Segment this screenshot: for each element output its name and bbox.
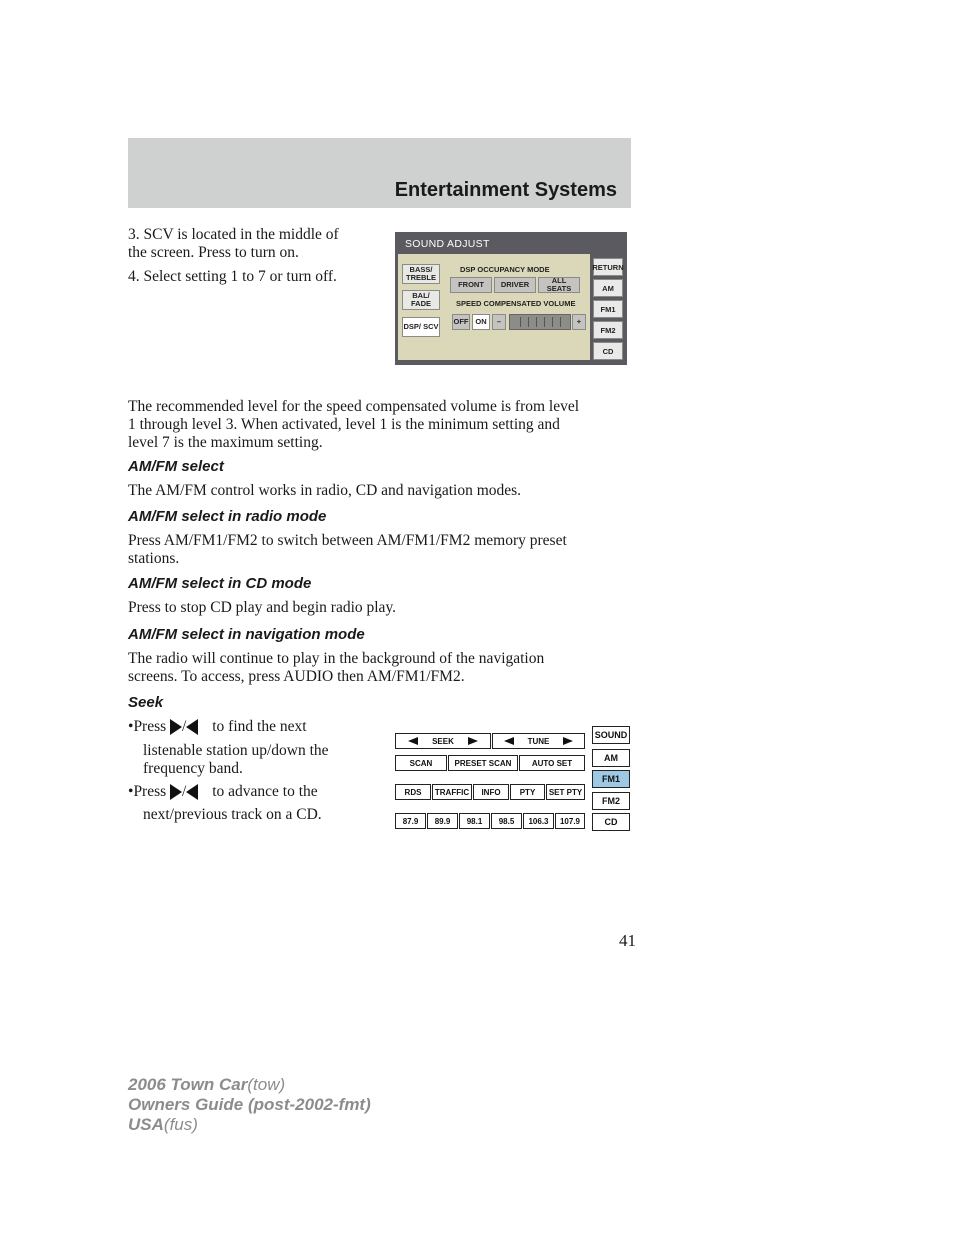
tune-button[interactable] [492, 733, 585, 749]
am-button[interactable]: AM [593, 279, 623, 297]
sound-adjust-screen [395, 232, 627, 365]
preset-4-button[interactable]: 98.5 [491, 813, 522, 829]
bullet-text: Press [133, 718, 167, 735]
amfm-select-heading: AM/FM select [128, 458, 224, 475]
step-4: 4. Select setting 1 to 7 or turn off. [128, 268, 337, 285]
cd-mode-heading: AM/FM select in CD mode [128, 575, 312, 592]
bullet-seek-station-line-2: listenable station up/down the [143, 742, 329, 759]
scv-level-segment [544, 317, 545, 327]
seek-down-icon [186, 719, 198, 735]
bullet-dot: • [128, 718, 134, 735]
footer-line-3 [128, 1115, 198, 1135]
footer-model: 2006 Town Car [128, 1075, 248, 1094]
cd-mode-text: Press to stop CD play and begin radio play. [128, 599, 397, 616]
section-title: Entertainment Systems [394, 179, 617, 201]
preset-5-button[interactable]: 106.3 [523, 813, 554, 829]
scv-recommend-line-3: level 7 is the maximum setting. [128, 434, 323, 451]
seek-heading: Seek [128, 694, 164, 711]
bal-fade-button[interactable]: BAL/ FADE [402, 290, 440, 310]
preset-6-button[interactable]: 107.9 [555, 813, 585, 829]
bullet-text: to advance to the [212, 783, 318, 800]
bullet-slash: / [182, 718, 187, 735]
seek-right-icon [468, 737, 478, 745]
footer-market-code: (fus) [163, 1115, 198, 1134]
bullet-seek-station [128, 718, 307, 736]
bullet-seek-station-line-3: frequency band. [143, 760, 243, 777]
cd-button[interactable]: CD [592, 813, 630, 831]
dsp-driver-button[interactable]: DRIVER [494, 277, 536, 293]
scv-level-segment [560, 317, 561, 327]
step-3-line-1: 3. SCV is located in the middle of [128, 226, 339, 243]
bullet-seek-track [128, 783, 318, 801]
nav-mode-line-2: screens. To access, press AUDIO then AM/FM1/FM2. [128, 668, 465, 685]
sound-button[interactable]: SOUND [592, 726, 630, 744]
auto-set-button[interactable]: AUTO SET [519, 755, 585, 771]
tune-left-icon [504, 737, 514, 745]
return-button[interactable]: RETURN [593, 258, 623, 276]
bullet-text: to find the next [212, 718, 307, 735]
pty-button[interactable]: PTY [510, 784, 545, 800]
scv-level-segment [520, 317, 521, 327]
footer-line-2 [128, 1095, 371, 1115]
dsp-scv-button[interactable]: DSP/ SCV [402, 317, 440, 337]
cd-button[interactable]: CD [593, 342, 623, 360]
tune-right-icon [563, 737, 573, 745]
page-number: 41 [619, 931, 636, 950]
bullet-text: Press [133, 783, 167, 800]
seek-up-icon [170, 784, 182, 800]
scv-level-segment [552, 317, 553, 327]
fm1-button[interactable]: FM1 [593, 300, 623, 318]
scv-recommend-line-1: The recommended level for the speed compensated volume is from level [128, 398, 580, 415]
footer-line-1 [128, 1075, 285, 1095]
nav-mode-heading: AM/FM select in navigation mode [128, 626, 365, 643]
radio-mode-line-1: Press AM/FM1/FM2 to switch between AM/FM1/FM2 memory preset [128, 532, 567, 549]
radio-mode-line-2: stations. [128, 550, 180, 567]
bullet-dot: • [128, 783, 134, 800]
bullet-slash: / [182, 783, 187, 800]
bass-treble-button[interactable]: BASS/ TREBLE [402, 264, 440, 284]
fm2-button[interactable]: FM2 [592, 792, 630, 810]
preset-3-button[interactable]: 98.1 [459, 813, 490, 829]
am-button[interactable]: AM [592, 749, 630, 767]
preset-1-button[interactable]: 87.9 [395, 813, 426, 829]
scv-label: SPEED COMPENSATED VOLUME [456, 299, 576, 308]
scv-plus-button[interactable]: + [572, 314, 586, 330]
set-pty-button[interactable]: SET PTY [546, 784, 585, 800]
section-header-band [128, 138, 631, 208]
sound-adjust-panel [398, 254, 590, 360]
dsp-front-button[interactable]: FRONT [450, 277, 492, 293]
seek-up-icon [170, 719, 182, 735]
fm1-button[interactable]: FM1 [592, 770, 630, 788]
preset-2-button[interactable]: 89.9 [427, 813, 458, 829]
scan-button[interactable]: SCAN [395, 755, 447, 771]
footer-market: USA [128, 1115, 164, 1134]
tune-label: TUNE [527, 736, 550, 746]
rds-button[interactable]: RDS [395, 784, 431, 800]
scv-level-segment [528, 317, 529, 327]
dsp-all-seats-button[interactable]: ALL SEATS [538, 277, 580, 293]
preset-scan-button[interactable]: PRESET SCAN [448, 755, 518, 771]
seek-down-icon [186, 784, 198, 800]
bullet-seek-track-line-2: next/previous track on a CD. [143, 806, 322, 823]
scv-level-bar [509, 314, 571, 330]
dsp-occupancy-label: DSP OCCUPANCY MODE [460, 265, 550, 274]
amfm-select-text: The AM/FM control works in radio, CD and navigation modes. [128, 482, 522, 499]
sound-adjust-title: SOUND ADJUST [405, 238, 490, 250]
fm2-button[interactable]: FM2 [593, 321, 623, 339]
nav-mode-line-1: The radio will continue to play in the background of the navigation [128, 650, 545, 667]
scv-on-button[interactable]: ON [472, 314, 490, 330]
traffic-button[interactable]: TRAFFIC [432, 784, 472, 800]
footer-model-code: (tow) [247, 1075, 286, 1094]
scv-minus-button[interactable]: – [492, 314, 506, 330]
scv-recommend-line-2: 1 through level 3. When activated, level 1 is the minimum setting and [128, 416, 560, 433]
scv-off-button[interactable]: OFF [452, 314, 470, 330]
seek-label: SEEK [432, 736, 454, 746]
step-3-line-2: the screen. Press to turn on. [128, 244, 299, 261]
info-button[interactable]: INFO [473, 784, 509, 800]
radio-mode-heading: AM/FM select in radio mode [128, 508, 327, 525]
seek-left-icon [408, 737, 418, 745]
scv-level-segment [536, 317, 537, 327]
seek-button[interactable] [395, 733, 491, 749]
footer-guide: Owners Guide (post-2002-fmt) [128, 1095, 371, 1114]
